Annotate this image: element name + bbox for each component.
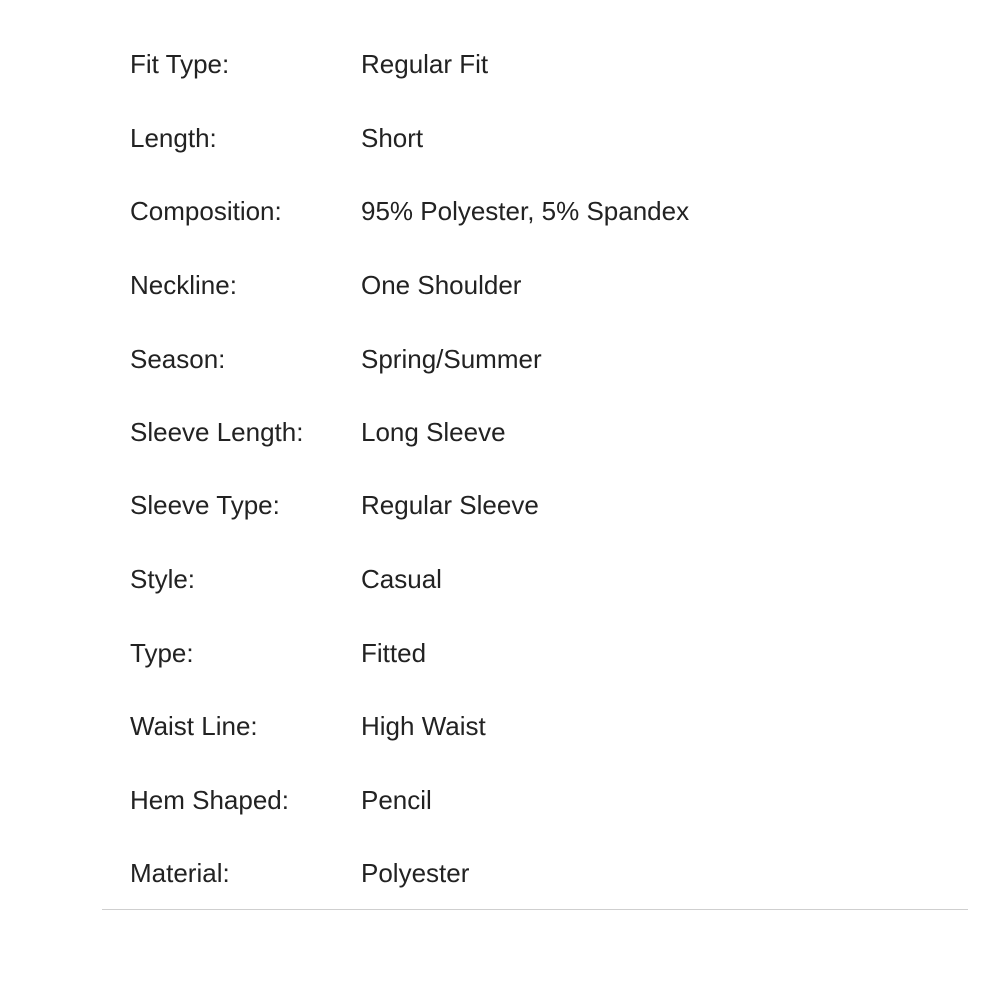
spec-label: Composition: — [130, 196, 282, 226]
spec-value: 95% Polyester, 5% Spandex — [361, 196, 690, 226]
spec-label: Style: — [130, 564, 196, 594]
spec-row-fit-type — [0, 44, 1000, 84]
spec-row-sleeve-length — [0, 412, 1000, 452]
spec-value: Long Sleeve — [361, 417, 506, 447]
spec-row-waist-line — [0, 706, 1000, 746]
spec-value: Spring/Summer — [361, 344, 542, 374]
section-divider — [102, 909, 968, 910]
spec-value: Polyester — [361, 858, 470, 888]
spec-row-partial — [0, 0, 1000, 20]
spec-label: Sleeve Type: — [130, 490, 280, 520]
spec-row-style — [0, 559, 1000, 599]
spec-value: Short — [361, 123, 424, 153]
spec-label: Fit Type: — [130, 49, 230, 79]
spec-label: Neckline: — [130, 270, 237, 300]
spec-value: High Waist — [361, 711, 486, 741]
spec-value: Regular Sleeve — [361, 490, 539, 520]
spec-row-type — [0, 633, 1000, 673]
spec-row-neckline — [0, 265, 1000, 305]
spec-label: Season: — [130, 344, 226, 374]
spec-row-season — [0, 339, 1000, 379]
spec-row-material — [0, 853, 1000, 893]
spec-label: Sleeve Length: — [130, 417, 304, 447]
spec-row-hem-shaped — [0, 780, 1000, 820]
spec-row-composition — [0, 191, 1000, 231]
spec-row-sleeve-type — [0, 485, 1000, 525]
spec-label: Waist Line: — [130, 711, 258, 741]
spec-value: One Shoulder — [361, 270, 522, 300]
spec-row-length — [0, 118, 1000, 158]
spec-label: Type: — [130, 638, 194, 668]
spec-value: Regular Fit — [361, 49, 489, 79]
spec-value: Casual — [361, 564, 442, 594]
spec-value: Fitted — [361, 638, 427, 668]
spec-label: Hem Shaped: — [130, 785, 289, 815]
spec-label: Length: — [130, 123, 217, 153]
spec-label: Material: — [130, 858, 230, 888]
spec-value: Pencil — [361, 785, 432, 815]
